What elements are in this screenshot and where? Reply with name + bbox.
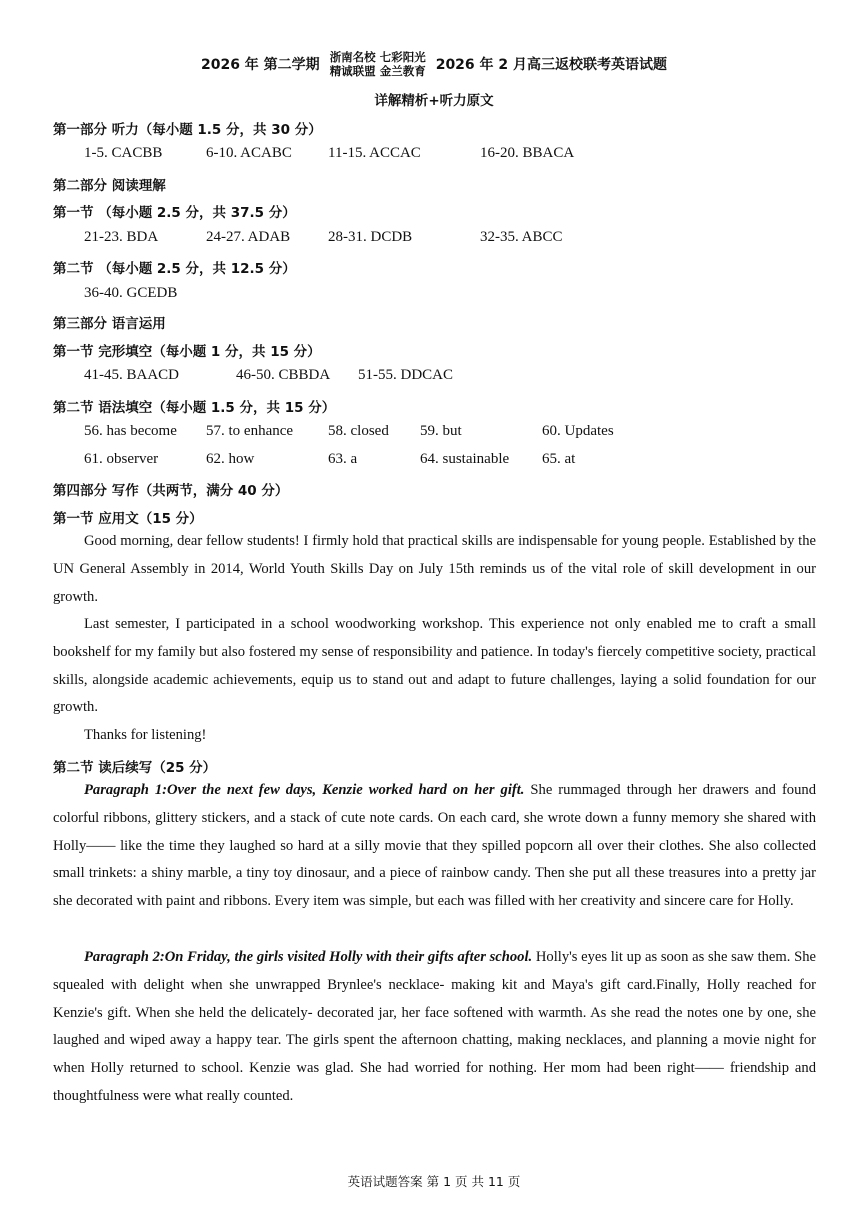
paragraph-body: She rummaged through her drawers and found colorful ribbons, glittery stickers, and a stack of cute note cards. On each card, she wrote down a funny memory she shared with Holly—— like the time they laughed so hard at a silly movie that they spilled popcorn all over their clothes. She also collected small trinkets: a shiny marble, a tiny toy dinosaur, and a piece of rainbow candy. Then she put all these treasures into a pretty jar she decorated with paint and ribbons. Every item was simple, but each was filled with her creativity and sincere care for Holly.: [53, 782, 816, 910]
answer-item: 6-10. ACABC: [206, 145, 292, 161]
continuation-paragraph-2: [53, 944, 816, 1111]
answer-item: 57. to enhance: [206, 423, 294, 439]
answer-item: 32-35. ABCC: [480, 229, 563, 245]
answer-item: 11-15. ACCAC: [328, 145, 421, 161]
organizer-line-2: 精诚联盟 金兰教育: [329, 64, 426, 78]
answer-item: 58. closed: [328, 423, 389, 439]
essay-paragraph: Good morning, dear fellow students! I firmly hold that practical skills are indispensable for young people. Established by the UN General Assembly in 2014, World Youth Skills Day on July 15th reminds us of the vital role of skill development in our growth.: [53, 533, 816, 605]
exam-title: 2026 年 2 月高三返校联考英语试题: [435, 57, 668, 73]
answer-item: 1-5. CACBB: [84, 145, 163, 161]
part2-heading: 第二部分 阅读理解: [53, 178, 166, 194]
page-footer: 英语试题答案 第 1 页 共 11 页: [347, 1174, 521, 1189]
answer-item: 63. a: [328, 451, 358, 467]
answer-item: 60. Updates: [542, 423, 614, 439]
answer-item: 59. but: [420, 423, 462, 439]
document-subtitle: 详解精析+听力原文: [374, 93, 494, 109]
part2-sec2-heading: 第二节 （每小题 2.5 分，共 12.5 分）: [53, 261, 296, 277]
answer-item: 51-55. DDCAC: [358, 367, 454, 383]
continuation-paragraph-1: [53, 777, 816, 916]
answer-item: 46-50. CBBDA: [236, 367, 331, 383]
organizer-line-1: 浙南名校 七彩阳光: [329, 50, 426, 64]
part1-heading: 第一部分 听力（每小题 1.5 分，共 30 分）: [53, 122, 322, 138]
part4-sec2-heading: 第二节 读后续写（25 分）: [53, 760, 217, 776]
essay-paragraph: Thanks for listening!: [84, 727, 207, 743]
organizer-block: [330, 50, 426, 78]
part3-heading: 第三部分 语言运用: [53, 316, 166, 332]
part2-sec1-heading: 第一节 （每小题 2.5 分，共 37.5 分）: [53, 205, 296, 221]
answer-item: 65. at: [542, 451, 576, 467]
part4-heading: 第四部分 写作（共两节，满分 40 分）: [53, 483, 289, 499]
part4-sec1-heading: 第一节 应用文（15 分）: [53, 511, 203, 527]
answer-item: 36-40. GCEDB: [84, 285, 178, 301]
essay-paragraph: Last semester, I participated in a school woodworking workshop. This experience not only enabled me to craft a small bookshelf for my family but also fostered my sense of responsibility and patience. In today's fiercely competitive society, practical skills, alongside academic achievements, equip us to stand out and adapt to future challenges, laying a solid foundation for our growth.: [53, 616, 816, 716]
part3-sec2-heading: 第二节 语法填空（每小题 1.5 分，共 15 分）: [53, 400, 336, 416]
answer-item: 62. how: [206, 451, 255, 467]
paragraph-lead: Paragraph 2:On Friday, the girls visited Holly with their gifts after school.: [84, 949, 533, 965]
part3-sec1-heading: 第一节 完形填空（每小题 1 分，共 15 分）: [53, 344, 321, 360]
answer-item: 21-23. BDA: [84, 229, 159, 245]
answer-item: 24-27. ADAB: [206, 229, 291, 245]
answer-item: 16-20. BBACA: [480, 145, 575, 161]
answer-item: 64. sustainable: [420, 451, 510, 467]
paragraph-body: Holly's eyes lit up as soon as she saw them. She squealed with delight when she unwrapped Brynlee's necklace- making kit and Maya's gift card.Finally, Holly reached for Kenzie's gift. When she held the delicately- decorated jar, her face softened with warmth. As she read the notes one by one, she laughed and wiped away a happy tear. The girls spent the afternoon chatting, making necklaces, and planning a movie night for when Holly returned to school. Kenzie was glad. She had worried for nothing. Her mom had been right—— friendship and thoughtfulness were what really counted.: [53, 949, 816, 1104]
answer-item: 28-31. DCDB: [328, 229, 413, 245]
answer-item: 56. has become: [84, 423, 177, 439]
answer-item: 61. observer: [84, 451, 159, 467]
document-header: [0, 50, 868, 78]
answer-item: 41-45. BAACD: [84, 367, 180, 383]
paragraph-lead: Paragraph 1:Over the next few days, Kenzie worked hard on her gift.: [84, 782, 525, 798]
year-term: 2026 年 第二学期: [200, 57, 320, 73]
